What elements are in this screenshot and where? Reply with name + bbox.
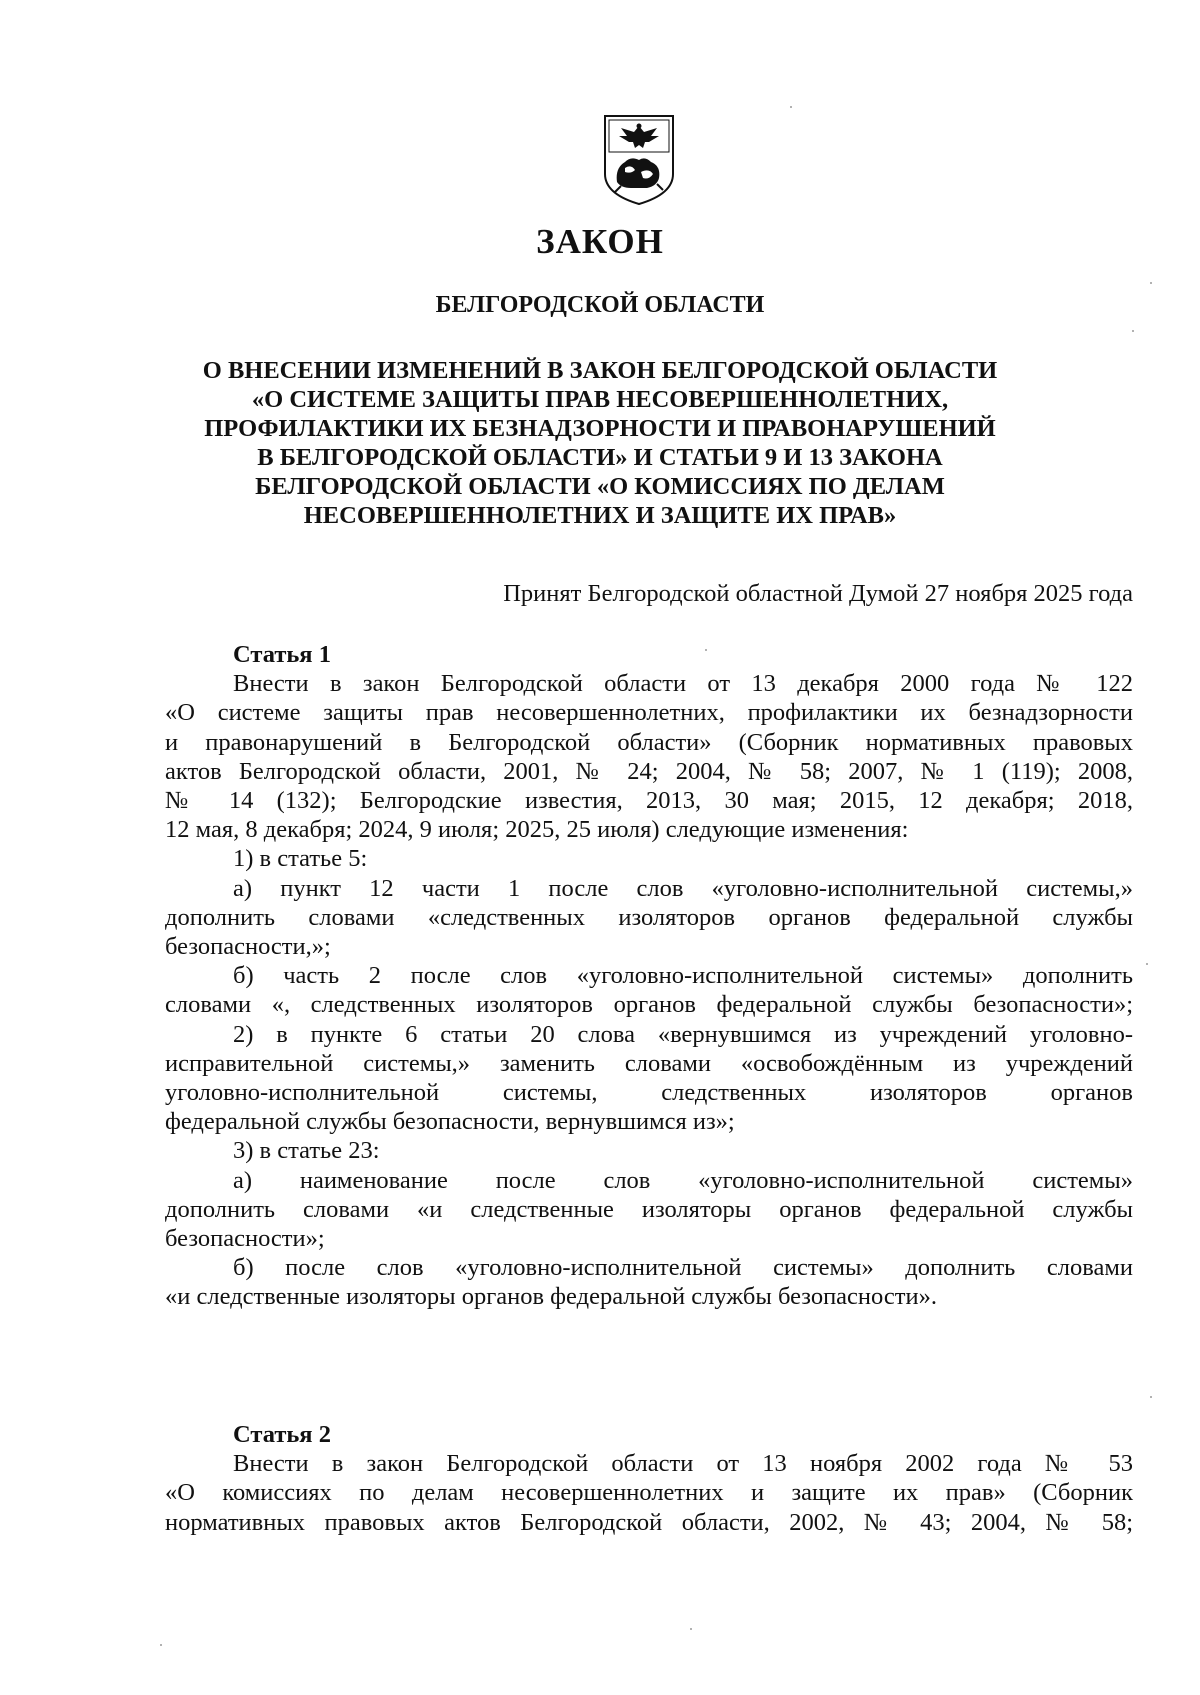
scan-speck [705,649,707,651]
article-line: актов Белгородской области, 2001, № 24; 2004, № 58; 2007, № 1 (119); 2008, [165,757,1133,785]
adoption-note: Принят Белгородской областной Думой 27 ноября 2025 года [503,580,1133,607]
article-line: безопасности»; [165,1225,325,1253]
article-line: «О комиссиях по делам несовершеннолетних и защите их прав» (Сборник [165,1479,1133,1507]
law-title [150,356,1050,530]
article-heading: Статья 2 [233,1421,331,1448]
article-2 [165,1420,1133,1537]
scan-speck [1150,1396,1152,1398]
article-line: и правонарушений в Белгородской области» (Сборник нормативных правовых [165,728,1133,756]
article-line: 1) в статье 5: [233,845,368,873]
article-line: 3) в статье 23: [233,1137,380,1165]
scan-speck [1132,330,1134,332]
law-title-line: ПРОФИЛАКТИКИ ИХ БЕЗНАДЗОРНОСТИ И ПРАВОНАРУШЕНИЙ [204,415,996,442]
law-title-line: В БЕЛГОРОДСКОЙ ОБЛАСТИ» И СТАТЬИ 9 И 13 ЗАКОНА [257,444,943,471]
article-line: «О системе защиты прав несовершеннолетних, профилактики их безнадзорности [165,699,1133,727]
article-line: Внести в закон Белгородской области от 13 декабря 2000 года № 122 [233,670,1133,698]
document-type-heading: ЗАКОН [536,222,664,261]
scan-speck [1146,963,1148,965]
scan-speck [690,1628,692,1630]
article-1 [165,640,1133,1312]
article-line: «и следственные изоляторы органов федеральной службы безопасности». [165,1283,937,1311]
article-line: нормативных правовых актов Белгородской области, 2002, № 43; 2004, № 58; [165,1508,1133,1536]
article-heading: Статья 1 [233,641,331,668]
law-title-line: НЕСОВЕРШЕННОЛЕТНИХ И ЗАЩИТЕ ИХ ПРАВ» [303,502,897,529]
law-title-line: «О СИСТЕМЕ ЗАЩИТЫ ПРАВ НЕСОВЕРШЕННОЛЕТНИХ, [251,386,949,413]
article-line: федеральной службы безопасности, вернувшимся из»; [165,1108,735,1136]
article-line: Внести в закон Белгородской области от 13 ноября 2002 года № 53 [233,1450,1133,1478]
coat-of-arms-emblem [601,112,677,208]
article-line: 2) в пункте 6 статьи 20 слова «вернувшимся из учреждений уголовно- [233,1020,1133,1048]
article-line: уголовно-исполнительной системы, следственных изоляторов органов [165,1079,1133,1107]
article-line: № 14 (132); Белгородские известия, 2013, 30 мая; 2015, 12 декабря; 2018, [165,787,1133,815]
article-line: а) пункт 12 части 1 после слов «уголовно-исполнительной системы,» [233,874,1133,902]
scan-speck [790,106,792,108]
article-line: безопасности,»; [165,933,331,961]
article-line: б) после слов «уголовно-исполнительной системы» дополнить словами [233,1254,1133,1282]
region-heading: БЕЛГОРОДСКОЙ ОБЛАСТИ [435,292,765,318]
article-line: дополнить словами «следственных изоляторов органов федеральной службы [165,903,1133,931]
scan-speck [160,1644,162,1646]
article-line: дополнить словами «и следственные изоляторы органов федеральной службы [165,1195,1133,1223]
article-line: словами «, следственных изоляторов органов федеральной службы безопасности»; [165,991,1133,1019]
coat-of-arms-icon [601,112,677,208]
scan-speck [1150,282,1152,284]
article-line: а) наименование после слов «уголовно-исполнительной системы» [233,1166,1133,1194]
article-line: б) часть 2 после слов «уголовно-исполнительной системы» дополнить [233,962,1133,990]
article-line: 12 мая, 8 декабря; 2024, 9 июля; 2025, 25 июля) следующие изменения: [165,816,909,844]
law-title-line: БЕЛГОРОДСКОЙ ОБЛАСТИ «О КОМИССИЯХ ПО ДЕЛАМ [255,473,945,500]
article-line: исправительной системы,» заменить словами «освобождённым из учреждений [165,1049,1133,1077]
law-title-line: О ВНЕСЕНИИ ИЗМЕНЕНИЙ В ЗАКОН БЕЛГОРОДСКОЙ ОБЛАСТИ [202,357,998,384]
